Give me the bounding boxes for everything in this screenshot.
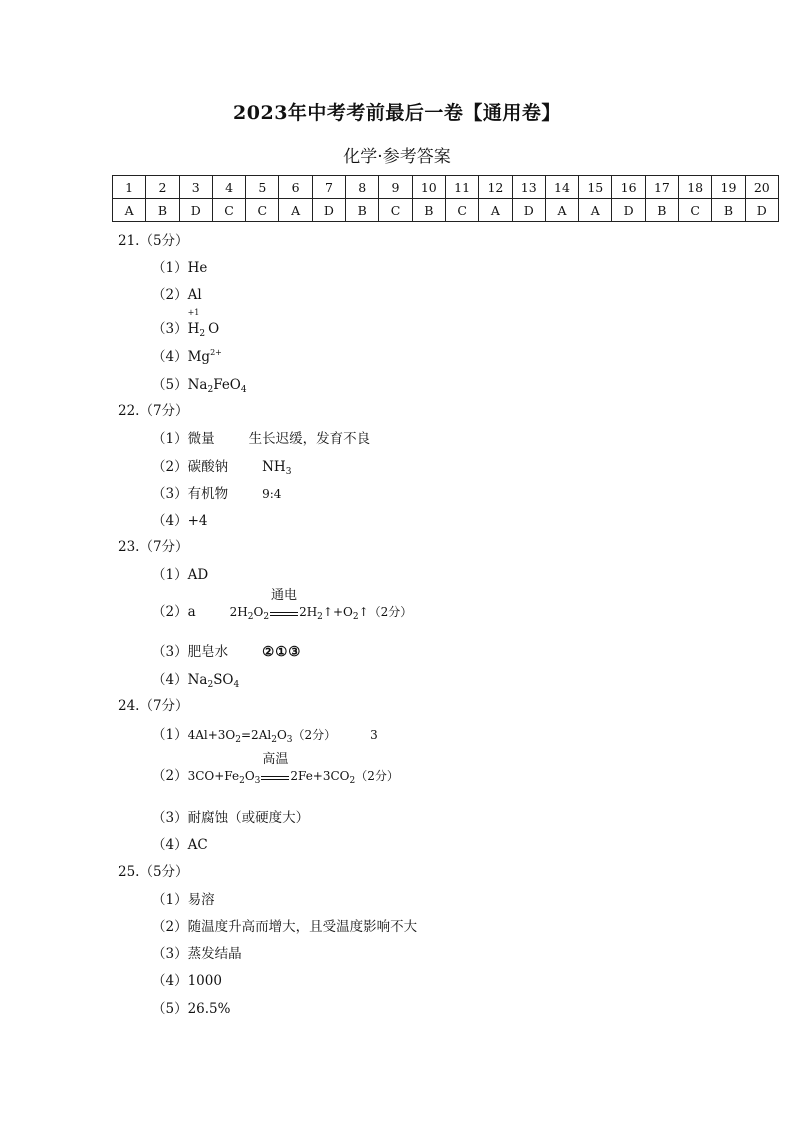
q25-part2: （2）随温度升高而增大，且受温度影响不大 [152, 919, 418, 935]
question-number-cell: 6 [279, 176, 312, 199]
q25-part3: （3）蒸发结晶 [152, 946, 242, 962]
reaction-condition [270, 588, 298, 619]
q24-part1-label: （1） [152, 727, 188, 743]
subscript: 2 [207, 385, 214, 395]
subscript: 3 [286, 735, 293, 745]
oxygen-symbol: O [208, 321, 220, 337]
answer-cell: C [246, 199, 279, 222]
condition-label: 高温 [262, 752, 289, 767]
q21-part3-label: （3） [152, 321, 188, 337]
q22-part2-a: （2）碳酸钠 [152, 459, 229, 475]
subscript: 2 [349, 776, 356, 786]
answer-cell: B [346, 199, 379, 222]
question-number-cell: 1 [113, 176, 146, 199]
question-number-cell: 2 [146, 176, 179, 199]
q22-part3-a: （3）有机物 [152, 486, 229, 502]
q22-heading: 22.（7分） [118, 403, 189, 419]
subscript: 2 [271, 735, 277, 745]
eq-term: =2Al [241, 728, 272, 742]
answer-cell: A [479, 199, 512, 222]
answer-cell: A [279, 199, 312, 222]
subscript: 2 [263, 612, 270, 622]
answer-cell: A [579, 199, 612, 222]
subscript: 3 [254, 776, 261, 786]
condition-label: 通电 [271, 588, 298, 603]
answer-cell: D [745, 199, 778, 222]
answer-cell: C [679, 199, 712, 222]
subscript: 3 [285, 467, 292, 477]
subscript: 4 [240, 385, 247, 395]
q21-part1: （1）He [152, 260, 208, 276]
q21-part5-text: （5）Na [152, 377, 208, 393]
q23-part3 [152, 640, 301, 660]
subscript: 2 [239, 776, 245, 786]
q23-part2-a: （2）a [152, 604, 196, 620]
q25-part4: （4）1000 [152, 973, 222, 989]
q23-part1: （1）AD [152, 567, 209, 583]
subscript: 2 [207, 680, 214, 690]
q23-part3-a: （3）肥皂水 [152, 644, 229, 660]
answer-cell: A [545, 199, 578, 222]
q22-part1 [152, 427, 370, 447]
question-number-cell: 7 [312, 176, 345, 199]
q24-part3: （3）耐腐蚀（或硬度大） [152, 810, 310, 826]
table-row-answers [113, 199, 779, 222]
answer-cell: C [379, 199, 412, 222]
page-subtitle: 化学·参考答案 [343, 147, 451, 167]
question-number-cell: 3 [179, 176, 212, 199]
eq-term: ↑ [358, 605, 369, 619]
eq-term: 4Al+3O [187, 728, 236, 742]
question-number-cell: 16 [612, 176, 645, 199]
q22-part2 [152, 455, 291, 477]
question-number-cell: 18 [679, 176, 712, 199]
question-number-cell: 14 [545, 176, 578, 199]
reaction-condition [261, 752, 289, 783]
question-number-cell: 11 [445, 176, 478, 199]
q21-part4 [152, 345, 222, 365]
eq-term: 3CO+Fe [187, 769, 240, 783]
answer-cell: D [312, 199, 345, 222]
valence-mark: +1 [187, 308, 200, 317]
score-note: （2分） [292, 728, 337, 742]
answer-cell: B [412, 199, 445, 222]
q24-part1 [152, 723, 378, 745]
q21-part3 [152, 308, 220, 339]
subscript: 4 [233, 680, 240, 690]
q24-part4: （4）AC [152, 837, 208, 853]
q24-part2-label: （2） [152, 768, 188, 784]
q21-heading: 21.（5分） [118, 233, 189, 249]
q22-part1-b: 生长迟缓，发育不良 [248, 431, 371, 447]
answer-cell: C [212, 199, 245, 222]
q21-part5 [152, 373, 247, 395]
score-note: （2分） [368, 605, 413, 619]
answer-cell: D [612, 199, 645, 222]
q21-part5-mid: FeO [213, 377, 241, 393]
subscript: 2 [247, 612, 254, 622]
q23-part3-b: ②①③ [262, 644, 302, 660]
subscript: 2 [352, 612, 359, 622]
q25-heading: 25.（5分） [118, 864, 189, 880]
answer-cell: D [179, 199, 212, 222]
question-number-cell: 5 [246, 176, 279, 199]
q23-heading: 23.（7分） [118, 539, 189, 555]
question-number-cell: 8 [346, 176, 379, 199]
question-number-cell: 15 [579, 176, 612, 199]
eq-term: O [253, 605, 264, 619]
page-title: 2023年中考考前最后一卷【通用卷】 [233, 102, 561, 124]
q24-heading: 24.（7分） [118, 698, 189, 714]
answer-cell: B [712, 199, 745, 222]
answer-cell: D [512, 199, 545, 222]
q25-part1: （1）易溶 [152, 892, 215, 908]
question-number-cell: 12 [479, 176, 512, 199]
q22-part2-b: NH [262, 459, 286, 475]
q22-part4: （4）+4 [152, 513, 208, 529]
table-row-numbers [113, 176, 779, 199]
question-number-cell: 4 [212, 176, 245, 199]
q24-part1-extra: 3 [370, 728, 378, 742]
eq-term: 2H [229, 605, 248, 619]
question-number-cell: 9 [379, 176, 412, 199]
hydrogen-symbol: H [187, 321, 200, 337]
q24-part2 [152, 752, 399, 786]
q23-part2 [152, 588, 413, 622]
eq-term: O [276, 728, 287, 742]
question-number-cell: 19 [712, 176, 745, 199]
question-number-cell: 20 [745, 176, 778, 199]
q21-part4-text: （4）Mg [152, 349, 211, 365]
q22-part3 [152, 482, 281, 502]
eq-term: 2Fe+3CO [290, 769, 350, 783]
question-number-cell: 10 [412, 176, 445, 199]
subscript: 2 [235, 735, 241, 745]
answer-cell: B [645, 199, 678, 222]
subscript: 2 [317, 612, 323, 622]
eq-term: ↑+O [322, 605, 353, 619]
answer-cell: B [146, 199, 179, 222]
eq-term: O [244, 769, 255, 783]
superscript: 2+ [210, 348, 222, 357]
q23-part4-text: （4）Na [152, 672, 208, 688]
q21-part2: （2）Al [152, 287, 202, 303]
q22-part1-a: （1）微量 [152, 431, 215, 447]
answer-cell: A [113, 199, 146, 222]
question-number-cell: 17 [645, 176, 678, 199]
q23-part4 [152, 668, 239, 690]
q22-part3-b: 9:4 [262, 487, 282, 501]
subscript: 2 [199, 329, 206, 339]
score-note: （2分） [355, 769, 399, 783]
q25-part5: （5）26.5% [152, 1001, 231, 1017]
answer-cell: C [445, 199, 478, 222]
choice-answer-table [112, 175, 779, 222]
q23-part4-mid: SO [213, 672, 234, 688]
eq-term: 2H [299, 605, 318, 619]
question-number-cell: 13 [512, 176, 545, 199]
